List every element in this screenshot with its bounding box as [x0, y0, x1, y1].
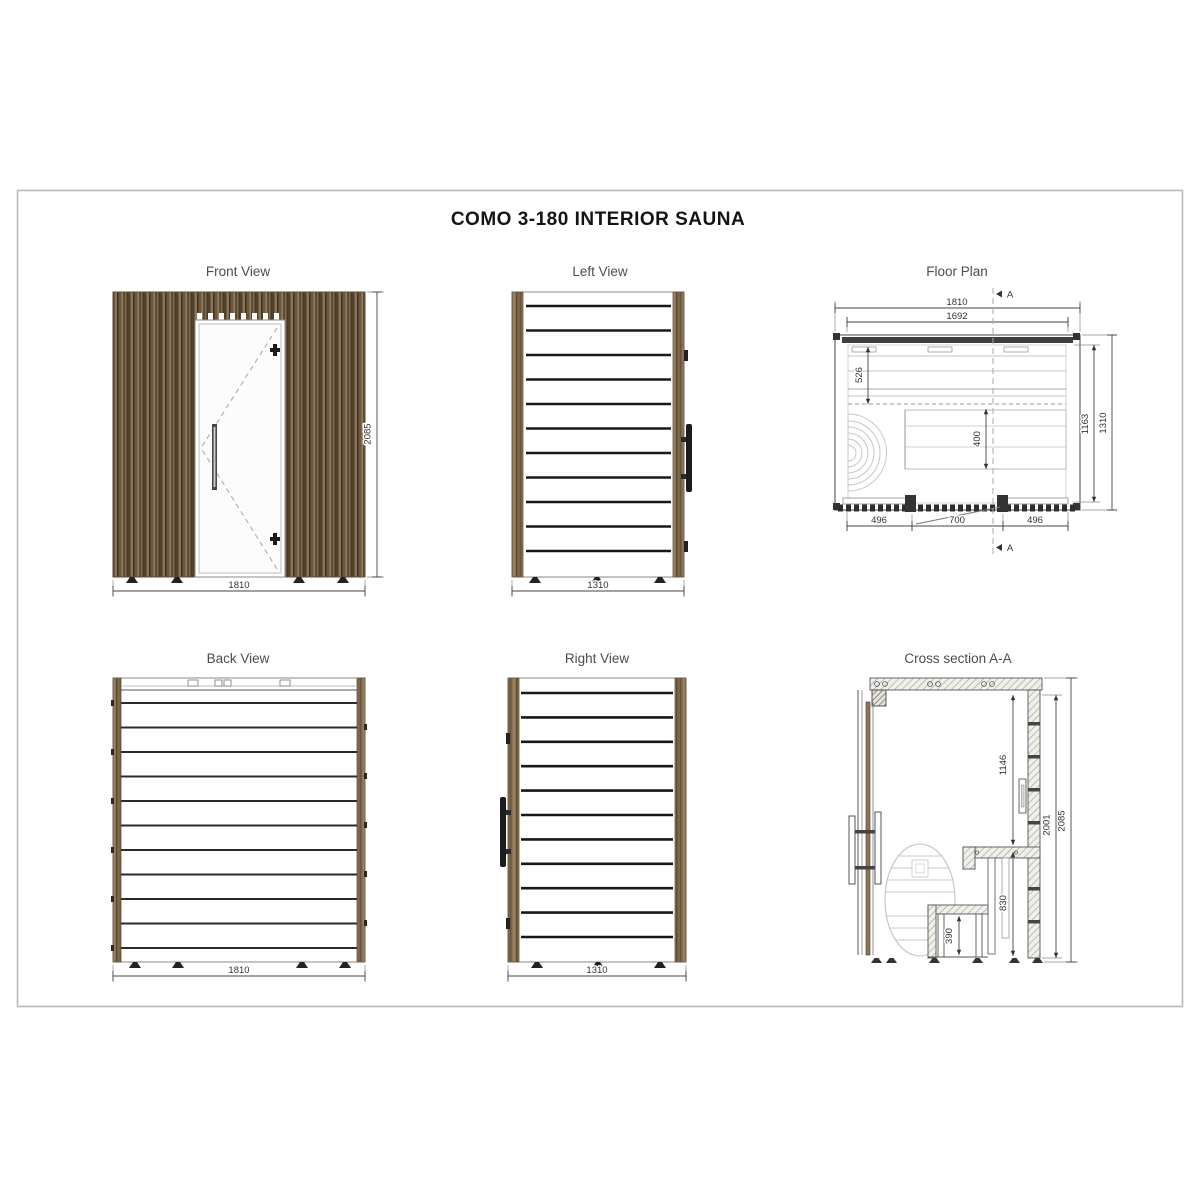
svg-text:A: A: [1006, 289, 1014, 301]
back-panel: [113, 678, 365, 962]
back-view-label: Back View: [206, 651, 270, 666]
section-stool: [928, 905, 988, 958]
svg-text:1146: 1146: [998, 754, 1009, 776]
section-door-handle-inner: [875, 812, 881, 884]
floorplan-lower-bench: [905, 410, 1066, 469]
svg-text:1310: 1310: [586, 965, 608, 976]
section-wall-light: [1019, 779, 1026, 813]
svg-text:2001: 2001: [1041, 814, 1053, 836]
svg-text:526: 526: [854, 367, 865, 383]
section-door-header: [872, 690, 886, 706]
svg-text:A: A: [1006, 543, 1014, 554]
front-door-glass: [199, 324, 281, 573]
svg-text:1810: 1810: [228, 965, 250, 976]
section-door: [849, 690, 881, 955]
svg-text:2085: 2085: [1056, 810, 1068, 832]
right-post-back: [675, 678, 686, 962]
front-door-handle-highlight: [214, 427, 216, 487]
back-post-right: [357, 678, 365, 962]
back-width-dimension: [113, 965, 365, 982]
svg-text:496: 496: [1027, 515, 1043, 526]
svg-text:830: 830: [998, 895, 1009, 911]
svg-text:700: 700: [949, 515, 965, 526]
cross-section-view: [849, 651, 1078, 963]
svg-text:1310: 1310: [1098, 412, 1109, 434]
cross-section-label: Cross section A-A: [904, 651, 1012, 666]
front-height-dimension: [363, 292, 385, 577]
left-view: [512, 264, 692, 597]
svg-text:1810: 1810: [228, 580, 250, 591]
left-view-label: Left View: [572, 264, 628, 279]
section-feet: [871, 958, 1043, 963]
back-post-left: [113, 678, 121, 962]
section-arrow-top: [996, 291, 1002, 298]
floorplan-interior-width-dimension: [847, 311, 1068, 332]
svg-text:1163: 1163: [1080, 413, 1091, 435]
section-arrow-bottom: [996, 544, 1002, 551]
front-width-dimension: [113, 580, 365, 597]
left-door-handle: [686, 424, 692, 492]
page-title: COMO 3-180 INTERIOR SAUNA: [450, 209, 746, 230]
front-view-label: Front View: [205, 264, 271, 279]
svg-text:1810: 1810: [946, 297, 968, 308]
svg-text:400: 400: [972, 431, 983, 447]
floorplan-front-dimensions: [847, 512, 1068, 531]
floor-plan: [833, 264, 1117, 556]
left-post-front: [512, 292, 523, 577]
right-view: [500, 651, 686, 982]
section-door-handle-outer: [849, 816, 855, 884]
front-view: [113, 264, 384, 597]
section-upper-dimension: [998, 695, 1013, 845]
right-view-label: Right View: [564, 651, 630, 666]
section-ceiling: [870, 678, 1042, 690]
right-door-handle: [500, 797, 506, 867]
floorplan-back-wall: [842, 337, 1073, 343]
floor-plan-label: Floor Plan: [926, 264, 988, 279]
svg-text:1310: 1310: [587, 580, 609, 591]
back-view: [111, 651, 367, 982]
left-post-back: [673, 292, 684, 577]
left-panel: [512, 292, 684, 577]
svg-text:1692: 1692: [946, 311, 968, 322]
svg-text:2085: 2085: [362, 423, 374, 445]
svg-text:390: 390: [944, 928, 955, 944]
svg-text:496: 496: [871, 515, 887, 526]
right-panel: [508, 678, 686, 962]
